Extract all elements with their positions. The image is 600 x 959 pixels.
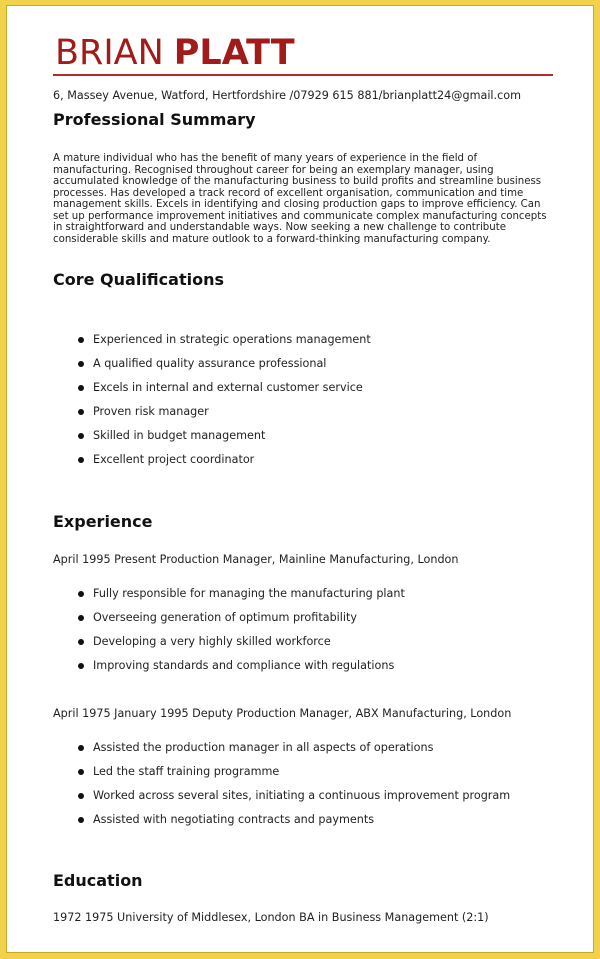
job-duties-list (53, 588, 405, 684)
list-item: Excellent project coordinator (53, 454, 371, 478)
header-divider (53, 74, 553, 76)
job-duties-list (53, 742, 510, 838)
list-item: Experienced in strategic operations management (53, 334, 371, 358)
job-line: April 1995 Present Production Manager, Mainline Manufacturing, London (53, 553, 459, 566)
bullet-icon (78, 361, 84, 367)
qualifications-list (53, 334, 371, 478)
list-item: Proven risk manager (53, 406, 371, 430)
bullet-icon (78, 457, 84, 463)
summary-heading: Professional Summary (53, 110, 256, 129)
contact-line: 6, Massey Avenue, Watford, Hertfordshire /07929 615 881/brianplatt24@gmail.com (53, 89, 521, 102)
bullet-icon (78, 639, 84, 645)
list-item: Overseeing generation of optimum profitability (53, 612, 405, 636)
list-item: Led the staff training programme (53, 766, 510, 790)
job-line: April 1975 January 1995 Deputy Production Manager, ABX Manufacturing, London (53, 707, 512, 720)
bullet-icon (78, 663, 84, 669)
list-item: Excels in internal and external customer service (53, 382, 371, 406)
list-item: Skilled in budget management (53, 430, 371, 454)
bullet-icon (78, 433, 84, 439)
list-item: Assisted with negotiating contracts and payments (53, 814, 510, 838)
candidate-name (55, 33, 295, 73)
bullet-icon (78, 615, 84, 621)
list-item: Worked across several sites, initiating a continuous improvement program (53, 790, 510, 814)
bullet-icon (78, 769, 84, 775)
last-name: PLATT (173, 33, 295, 73)
resume-page (6, 5, 594, 953)
bullet-icon (78, 745, 84, 751)
experience-heading: Experience (53, 512, 153, 531)
bullet-icon (78, 817, 84, 823)
bullet-icon (78, 385, 84, 391)
bullet-icon (78, 591, 84, 597)
bullet-icon (78, 409, 84, 415)
list-item: Fully responsible for managing the manufacturing plant (53, 588, 405, 612)
list-item: Improving standards and compliance with regulations (53, 660, 405, 684)
first-name: BRIAN (55, 33, 164, 73)
list-item: Assisted the production manager in all aspects of operations (53, 742, 510, 766)
list-item: A qualified quality assurance professional (53, 358, 371, 382)
bullet-icon (78, 793, 84, 799)
education-heading: Education (53, 871, 143, 890)
summary-text: A mature individual who has the benefit of many years of experience in the field of manufacturing. Recognised throughout career for being an exemplary manager, using accumulated knowledge of the manufacturing business to build profits and streamline business processes. Has developed a track record of excellent organisation, communication and time management skills. Excels in identifying and closing production gaps to improve efficiency. Can set up performance improvement initiatives and communicate complex manufacturing concepts in straightforward and understandable ways. Now seeking a new challenge to contribute considerable skills and mature outlook to a forward-thinking manufacturing company. (53, 153, 547, 245)
education-line: 1972 1975 University of Middlesex, London BA in Business Management (2:1) (53, 911, 489, 924)
qualifications-heading: Core Qualifications (53, 270, 224, 289)
bullet-icon (78, 337, 84, 343)
list-item: Developing a very highly skilled workforce (53, 636, 405, 660)
